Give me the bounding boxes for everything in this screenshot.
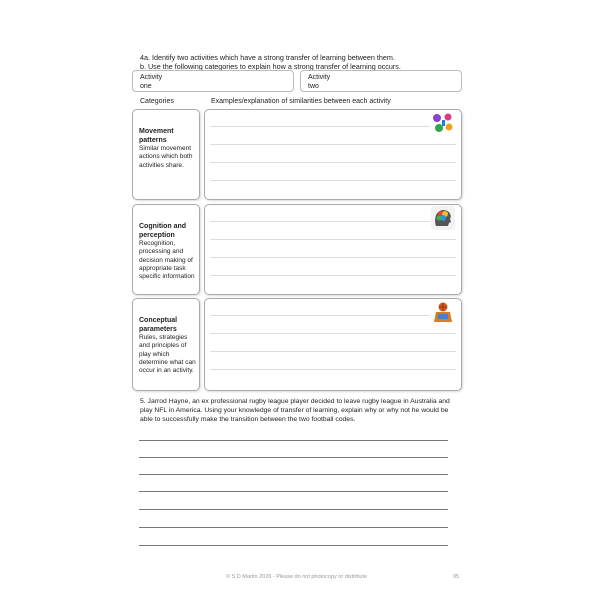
footer-copyright: © S D Martin 2026 - Please do not photocopy or distribute bbox=[226, 574, 368, 580]
question-5-text: 5. Jarrod Hayne, an ex professional rugby league player decided to leave rugby league in Australia and play NFL in America. Using your knowledge of transfer of learning, explain why or why not he would be able to successfully make the transition between the two football codes. bbox=[140, 398, 450, 423]
sports-board-icon bbox=[431, 300, 455, 324]
category-description: Rules, strategies and principles of play which determine what can occur in an activity. bbox=[139, 334, 196, 375]
activity-two-sublabel: two bbox=[308, 82, 319, 90]
answer-line bbox=[210, 257, 456, 258]
category-description: Similar movement actions which both activities share. bbox=[139, 145, 193, 169]
answer-box-conceptual-parameters[interactable] bbox=[204, 298, 462, 391]
answer-line bbox=[210, 315, 430, 316]
category-description: Recognition, processing and decision making of appropriate task specific information bbox=[139, 240, 195, 281]
question-4b-text: b. Use the following categories to explain how a strong transfer of learning occurs. bbox=[140, 62, 401, 71]
activity-one-sublabel: one bbox=[140, 82, 152, 90]
answer-line bbox=[210, 275, 456, 276]
answer-line bbox=[210, 239, 456, 240]
category-title: Cognition and perception bbox=[139, 223, 187, 239]
brain-head-icon bbox=[431, 206, 455, 230]
answer-line bbox=[210, 144, 456, 145]
writing-line[interactable] bbox=[139, 545, 448, 546]
activity-one-field[interactable] bbox=[132, 70, 294, 92]
examples-header: Examples/explanation of similarities between each activity bbox=[211, 98, 391, 105]
question-4a-text: 4a. Identify two activities which have a strong transfer of learning between them. bbox=[140, 53, 395, 62]
category-movement-patterns bbox=[132, 109, 200, 200]
answer-box-movement-patterns[interactable] bbox=[204, 109, 462, 200]
answer-line bbox=[210, 162, 456, 163]
writing-line[interactable] bbox=[139, 457, 448, 458]
answer-line bbox=[210, 180, 456, 181]
answer-line bbox=[210, 126, 430, 127]
writing-line[interactable] bbox=[139, 509, 448, 510]
answer-box-cognition-perception[interactable] bbox=[204, 204, 462, 295]
writing-line[interactable] bbox=[139, 491, 448, 492]
page-number: 95 bbox=[453, 574, 460, 580]
answer-line bbox=[210, 333, 456, 334]
answer-line bbox=[210, 221, 430, 222]
answer-line bbox=[210, 351, 456, 352]
question-4-heading bbox=[140, 53, 401, 71]
category-title: Movement patterns bbox=[139, 128, 174, 144]
writing-line[interactable] bbox=[139, 474, 448, 475]
category-title: Conceptual parameters bbox=[139, 317, 178, 333]
activity-one-label: Activity bbox=[140, 74, 163, 81]
categories-header: Categories bbox=[140, 98, 174, 105]
writing-line[interactable] bbox=[139, 440, 448, 441]
category-cognition-perception bbox=[132, 204, 200, 295]
category-conceptual-parameters bbox=[132, 298, 200, 391]
activity-two-label: Activity bbox=[308, 74, 331, 81]
activity-two-field[interactable] bbox=[300, 70, 462, 92]
writing-line[interactable] bbox=[139, 527, 448, 528]
answer-line bbox=[210, 369, 456, 370]
hand-prints-icon bbox=[431, 111, 455, 135]
